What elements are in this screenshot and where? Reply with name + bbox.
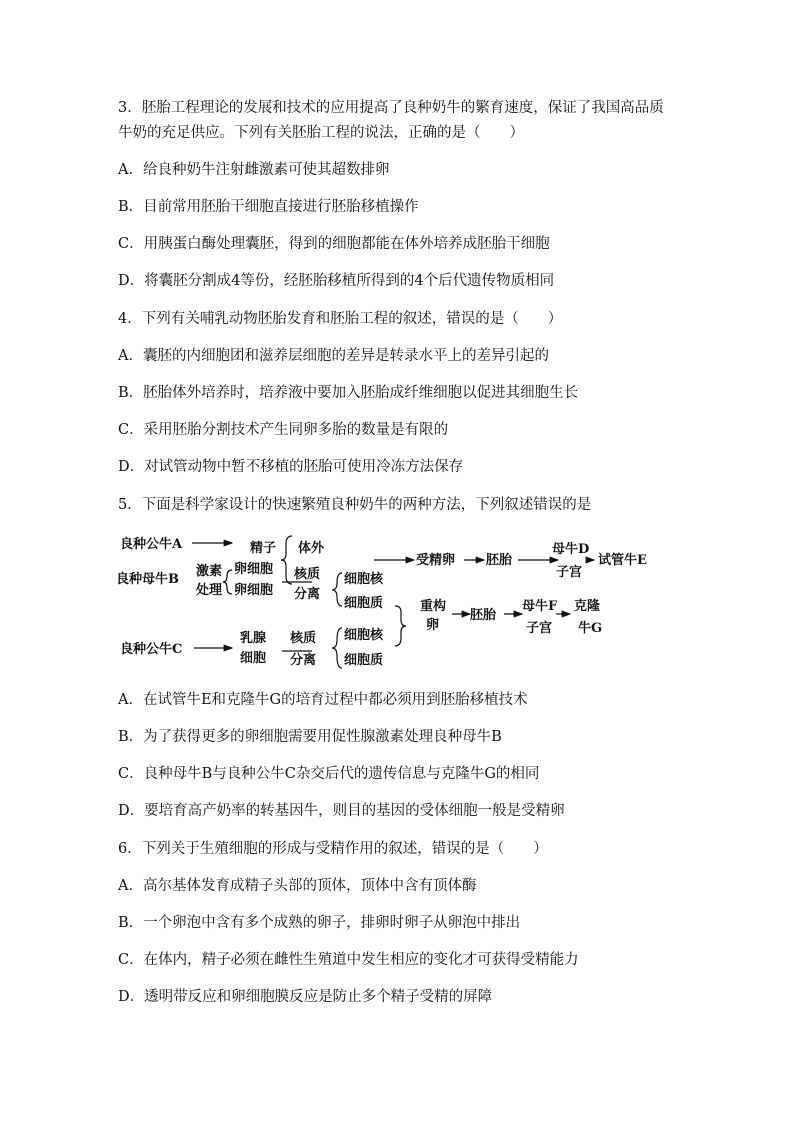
q6-option-c: C．在体内，精子必须在雌性生殖道中发生相应的变化才可获得受精能力 — [118, 952, 579, 968]
brace-right-merge — [395, 606, 406, 646]
label-reconstructed: 重构 — [420, 599, 447, 614]
q6-stem: 6．下列关于生殖细胞的形成与受精作用的叙述，错误的是（ ） — [118, 841, 548, 857]
q6-option-a: A．高尔基体发育成精子头部的顶体，顶体中含有顶体酶 — [118, 878, 477, 894]
label-bull-a: 良种公牛A — [120, 537, 183, 552]
label-egg-char: 卵 — [426, 618, 440, 633]
q4-option-b: B．胚胎体外培养时，培养液中要加入胚胎成纤维细胞以促进其细胞生长 — [118, 385, 579, 401]
q5-option-c: C．良种母牛B与良种公牛C杂交后代的遗传信息与克隆牛G的相同 — [118, 766, 540, 782]
q5-option-a: A．在试管牛E和克隆牛G的培育过程中都必须用到胚胎移植技术 — [118, 692, 528, 708]
label-uterus1: 子宫 — [556, 565, 583, 580]
q6-option-d: D．透明带反应和卵细胞膜反应是防止多个精子受精的屏障 — [118, 989, 493, 1005]
q3-option-d: D．将囊胚分割成4等份，经胚胎移植所得到的4个后代遗传物质相同 — [118, 273, 555, 289]
label-cytoplasm1: 细胞质 — [344, 596, 384, 611]
label-nucleus1: 细胞核 — [344, 572, 384, 587]
label-embryo2: 胚胎 — [470, 608, 497, 623]
breeding-flow-diagram — [112, 528, 647, 673]
brace-sperm-egg — [281, 536, 292, 584]
q5-option-b: B．为了获得更多的卵细胞需要用促性腺激素处理良种母牛B — [118, 729, 502, 745]
q4-option-a: A．囊胚的内细胞团和滋养层细胞的差异是转录水平上的差异引起的 — [118, 348, 549, 364]
label-sperm: 精子 — [250, 541, 277, 556]
label-embryo1: 胚胎 — [486, 553, 513, 568]
label-clone: 克隆 — [574, 599, 601, 614]
label-egg1: 卵细胞 — [234, 562, 274, 577]
q3-stem-line2: 牛奶的充足供应。下列有关胚胎工程的说法，正确的是（ ） — [118, 125, 524, 141]
label-uterus2: 子宫 — [526, 621, 553, 636]
label-clone-g: 牛G — [578, 621, 603, 636]
q3-option-c: C．用胰蛋白酶处理囊胚，得到的细胞都能在体外培养成胚胎干细胞 — [118, 236, 550, 252]
brace-nucleus2 — [332, 628, 342, 668]
label-egg2: 卵细胞 — [234, 583, 274, 598]
label-fertilized-egg: 受精卵 — [416, 553, 456, 568]
label-treat: 处理 — [196, 583, 223, 598]
label-hormone: 激素 — [196, 564, 223, 579]
brace-nucleus1 — [332, 573, 342, 606]
q5-option-d: D．要培育高产奶率的转基因牛，则目的基因的受体细胞一般是受精卵 — [118, 803, 565, 819]
label-in-vitro: 体外 — [298, 541, 325, 556]
q4-option-d: D．对试管动物中暂不移植的胚胎可使用冷冻方法保存 — [118, 459, 464, 475]
label-nucleus-sep: 核质 — [294, 567, 321, 582]
q4-option-c: C．采用胚胎分割技术产生同卵多胎的数量是有限的 — [118, 422, 449, 438]
q4-stem: 4．下列有关哺乳动物胚胎发育和胚胎工程的叙述，错误的是（ ） — [118, 311, 563, 327]
label-cow-b: 良种母牛B — [116, 572, 179, 587]
label-bull-c: 良种公牛C — [120, 642, 183, 657]
brace-egg-cells — [223, 570, 232, 594]
q3-option-a: A．给良种奶牛注射雌激素可使其超数排卵 — [118, 162, 390, 178]
q3-option-b: B．目前常用胚胎干细胞直接进行胚胎移植操作 — [118, 199, 419, 215]
label-mammary: 乳腺 — [240, 631, 267, 646]
label-cytoplasm2: 细胞质 — [344, 653, 384, 668]
label-cow-d: 母牛D — [552, 542, 590, 557]
label-test-tube-e: 试管牛E — [598, 553, 647, 568]
q3-stem-line1: 3．胚胎工程理论的发展和技术的应用提高了良种奶牛的繁育速度，保证了我国高品质 — [118, 100, 664, 116]
label-cell: 细胞 — [240, 651, 267, 666]
label-separate2: 分离 — [290, 653, 317, 668]
label-separate: 分离 — [294, 587, 321, 602]
q6-option-b: B．一个卵泡中含有多个成熟的卵子，排卵时卵子从卵泡中排出 — [118, 915, 521, 931]
label-cow-f: 母牛F — [522, 599, 558, 614]
q5-stem: 5．下面是科学家设计的快速繁殖良种奶牛的两种方法，下列叙述错误的是 — [118, 497, 592, 513]
label-nucleus-sep2: 核质 — [290, 631, 317, 646]
label-nucleus2: 细胞核 — [344, 628, 384, 643]
